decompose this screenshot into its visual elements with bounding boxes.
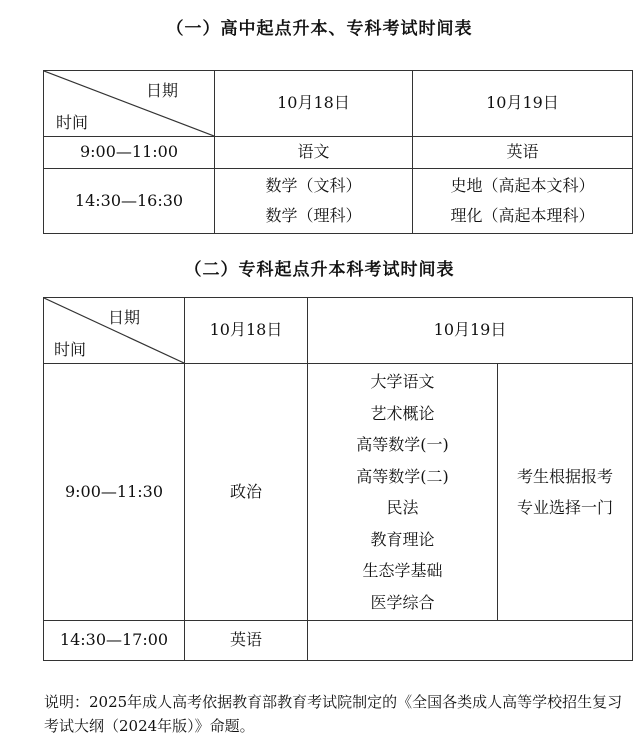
subject: 生态学基础 <box>362 561 443 580</box>
subject-cell: 英语 <box>413 137 633 169</box>
time-cell: 9:00—11:00 <box>44 137 215 169</box>
subject: 数学（理科） <box>265 206 362 225</box>
table-row <box>44 621 633 661</box>
subject-cell: 政治 <box>185 364 308 621</box>
table2-title: （二）专科起点升本科考试时间表 <box>184 260 455 280</box>
date-header: 10月19日 <box>413 71 633 137</box>
time-cell: 14:30—17:00 <box>44 621 185 661</box>
footnote: 说明：2025年成人高考依据教育部教育考试院制定的《全国各类成人高等学校招生复习考试大纲（2024年版）》命题。 <box>44 693 623 735</box>
subject-cell <box>215 169 413 234</box>
subject: 高等数学(一) <box>356 435 449 454</box>
table1-title: （一）高中起点升本、专科考试时间表 <box>166 19 473 39</box>
time-label: 时间 <box>56 113 89 132</box>
selection-note: 考生根据报考专业选择一门 <box>516 467 613 517</box>
time-cell: 9:00—11:30 <box>44 364 185 621</box>
table-row <box>44 137 633 169</box>
subject-list-cell <box>308 364 498 621</box>
date-header: 10月18日 <box>185 298 308 364</box>
date-header: 10月19日 <box>308 298 633 364</box>
date-label: 日期 <box>145 81 178 100</box>
subject: 教育理论 <box>370 529 435 549</box>
date-label: 日期 <box>107 308 140 327</box>
subject: 高等数学(二) <box>356 466 449 486</box>
subject: 大学语文 <box>370 372 435 391</box>
table-row <box>44 169 633 234</box>
table2 <box>43 297 633 661</box>
subject: 民法 <box>386 498 419 517</box>
subject: 医学综合 <box>370 592 435 612</box>
diagonal-header-cell <box>44 298 185 364</box>
time-cell: 14:30—16:30 <box>44 169 215 234</box>
table-row <box>44 364 633 621</box>
table1 <box>43 70 633 234</box>
subject-cell: 英语 <box>185 621 308 661</box>
empty-cell <box>308 621 633 661</box>
subject-cell <box>413 169 633 234</box>
subject: 史地（高起本文科） <box>450 176 595 195</box>
subject: 艺术概论 <box>370 403 435 423</box>
subject: 数学（文科） <box>265 176 362 195</box>
time-label: 时间 <box>54 340 87 359</box>
subject-cell: 语文 <box>215 137 413 169</box>
date-header: 10月18日 <box>215 71 413 137</box>
diagonal-header-cell <box>44 71 215 137</box>
selection-note-cell <box>498 364 633 621</box>
subject: 理化（高起本理科） <box>450 206 595 225</box>
